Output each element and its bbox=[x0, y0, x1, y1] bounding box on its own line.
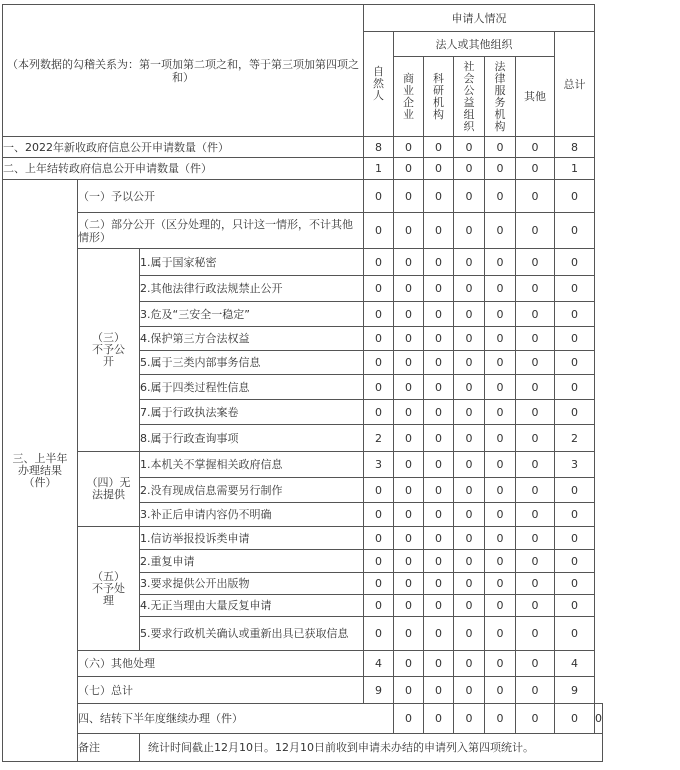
cell-value: 0 bbox=[364, 550, 394, 573]
cell-value: 0 bbox=[424, 478, 454, 503]
table-row bbox=[3, 704, 603, 734]
cell-value: 0 bbox=[454, 213, 485, 249]
applicant-status-header: 申请人情况 bbox=[364, 5, 595, 32]
cell-value: 0 bbox=[516, 137, 555, 158]
cell-value: 0 bbox=[394, 617, 424, 651]
table-row bbox=[3, 452, 603, 478]
cell-value: 0 bbox=[485, 617, 516, 651]
table-row bbox=[3, 249, 603, 276]
cell-value: 0 bbox=[424, 327, 454, 351]
not-processed-item: 3.要求提供公开出版物 bbox=[140, 573, 364, 595]
cell-value: 0 bbox=[394, 158, 424, 180]
results-total-label: （七）总计 bbox=[78, 677, 364, 704]
cell-value: 0 bbox=[555, 327, 595, 351]
not-processed-item: 2.重复申请 bbox=[140, 550, 364, 573]
cell-value: 0 bbox=[454, 302, 485, 327]
cell-value: 0 bbox=[555, 180, 595, 213]
cell-value: 0 bbox=[394, 249, 424, 276]
table-row bbox=[3, 651, 603, 677]
unable-item: 2.没有现成信息需要另行制作 bbox=[140, 478, 364, 503]
cell-value: 0 bbox=[454, 503, 485, 527]
cell-value: 2 bbox=[364, 425, 394, 452]
not-processed-item: 4.无正当理由大量反复申请 bbox=[140, 595, 364, 617]
cell-value: 0 bbox=[424, 573, 454, 595]
cell-value: 0 bbox=[454, 400, 485, 425]
cell-value: 0 bbox=[394, 400, 424, 425]
carry-next-label: 四、结转下半年度继续办理（件） bbox=[78, 704, 394, 734]
cell-value: 0 bbox=[364, 503, 394, 527]
cell-value: 0 bbox=[394, 425, 424, 452]
cell-value: 0 bbox=[555, 375, 595, 400]
not-processed-item: 5.要求行政机关确认或重新出具已获取信息 bbox=[140, 617, 364, 651]
cell-value: 0 bbox=[394, 276, 424, 302]
cell-value: 0 bbox=[364, 302, 394, 327]
cell-value: 0 bbox=[394, 573, 424, 595]
unable-item: 3.补正后申请内容仍不明确 bbox=[140, 503, 364, 527]
cell-value: 0 bbox=[394, 375, 424, 400]
cell-value: 0 bbox=[555, 527, 595, 550]
cell-value: 0 bbox=[555, 400, 595, 425]
research-header: 科研机构 bbox=[424, 57, 454, 137]
cell-value: 0 bbox=[454, 550, 485, 573]
table-row bbox=[3, 677, 603, 704]
cell-value: 0 bbox=[485, 158, 516, 180]
cell-value: 0 bbox=[516, 617, 555, 651]
cell-value: 0 bbox=[454, 595, 485, 617]
cell-value: 9 bbox=[364, 677, 394, 704]
cell-value: 0 bbox=[516, 704, 555, 734]
cell-value: 0 bbox=[364, 400, 394, 425]
cell-value: 0 bbox=[454, 375, 485, 400]
cell-value: 0 bbox=[516, 276, 555, 302]
cell-value: 0 bbox=[364, 527, 394, 550]
table-row bbox=[3, 180, 603, 213]
cell-value: 0 bbox=[485, 137, 516, 158]
other-processing-label: （六）其他处理 bbox=[78, 651, 364, 677]
cell-value: 0 bbox=[394, 351, 424, 375]
cell-value: 0 bbox=[454, 617, 485, 651]
cell-value: 0 bbox=[485, 478, 516, 503]
cell-value: 0 bbox=[424, 677, 454, 704]
remarks-text: 统计时间截止12月10日。12月10日前收到申请未办结的申请列入第四项统计。 bbox=[140, 734, 603, 762]
cell-value: 0 bbox=[555, 276, 595, 302]
cell-value: 8 bbox=[555, 137, 595, 158]
cell-value: 0 bbox=[364, 180, 394, 213]
grant-label: （一）予以公开 bbox=[78, 180, 364, 213]
cell-value: 0 bbox=[394, 478, 424, 503]
social-welfare-header: 社会公益组织 bbox=[454, 57, 485, 137]
cell-value: 0 bbox=[364, 276, 394, 302]
cell-value: 0 bbox=[516, 595, 555, 617]
carried-over-label: 二、上年结转政府信息公开申请数量（件） bbox=[3, 158, 364, 180]
cell-value: 0 bbox=[364, 351, 394, 375]
other-header: 其他 bbox=[516, 57, 555, 137]
cell-value: 0 bbox=[424, 180, 454, 213]
cell-value: 0 bbox=[454, 137, 485, 158]
cell-value: 0 bbox=[516, 573, 555, 595]
cell-value: 0 bbox=[516, 327, 555, 351]
cell-value: 0 bbox=[394, 302, 424, 327]
cell-value: 0 bbox=[555, 351, 595, 375]
cell-value: 0 bbox=[555, 595, 595, 617]
cell-value: 0 bbox=[424, 651, 454, 677]
not-disclosed-item: 1.属于国家秘密 bbox=[140, 249, 364, 276]
cell-value: 0 bbox=[555, 617, 595, 651]
cell-value: 0 bbox=[424, 351, 454, 375]
new-requests-label: 一、2022年新收政府信息公开申请数量（件） bbox=[3, 137, 364, 158]
cell-value: 0 bbox=[485, 573, 516, 595]
cell-value: 0 bbox=[424, 302, 454, 327]
cell-value: 0 bbox=[364, 478, 394, 503]
unable-label: （四）无法提供 bbox=[78, 452, 140, 527]
cell-value: 0 bbox=[516, 375, 555, 400]
cell-value: 0 bbox=[485, 276, 516, 302]
cell-value: 0 bbox=[485, 249, 516, 276]
not-processed-label: （五）不予处理 bbox=[78, 527, 140, 651]
cell-value: 0 bbox=[516, 478, 555, 503]
not-disclosed-item: 8.属于行政查询事项 bbox=[140, 425, 364, 452]
cell-value: 0 bbox=[394, 327, 424, 351]
cell-value: 0 bbox=[516, 213, 555, 249]
cell-value: 0 bbox=[516, 351, 555, 375]
cell-value: 0 bbox=[516, 158, 555, 180]
cell-value: 0 bbox=[516, 651, 555, 677]
cell-value: 0 bbox=[516, 527, 555, 550]
cell-value: 3 bbox=[364, 452, 394, 478]
not-disclosed-label: （三）不予公开 bbox=[78, 249, 140, 452]
cell-value: 0 bbox=[394, 550, 424, 573]
cell-value: 0 bbox=[485, 651, 516, 677]
partial-label: （二）部分公开（区分处理的，只计这一情形，不计其他情形） bbox=[78, 213, 364, 249]
cell-value: 0 bbox=[516, 425, 555, 452]
header-note: （本列数据的勾稽关系为：第一项加第二项之和，等于第三项加第四项之和） bbox=[3, 5, 364, 137]
cell-value: 0 bbox=[516, 302, 555, 327]
cell-value: 0 bbox=[364, 375, 394, 400]
cell-value: 0 bbox=[485, 213, 516, 249]
cell-value: 9 bbox=[555, 677, 595, 704]
cell-value: 0 bbox=[485, 452, 516, 478]
cell-value: 0 bbox=[364, 213, 394, 249]
cell-value: 0 bbox=[485, 327, 516, 351]
cell-value: 4 bbox=[555, 651, 595, 677]
cell-value: 0 bbox=[424, 400, 454, 425]
cell-value: 0 bbox=[516, 180, 555, 213]
not-processed-item: 1.信访举报投诉类申请 bbox=[140, 527, 364, 550]
cell-value: 0 bbox=[394, 452, 424, 478]
cell-value: 0 bbox=[516, 249, 555, 276]
results-label: 三、上半年办理结果（件） bbox=[3, 180, 78, 762]
cell-value: 8 bbox=[364, 137, 394, 158]
cell-value: 0 bbox=[555, 478, 595, 503]
cell-value: 4 bbox=[364, 651, 394, 677]
cell-value: 0 bbox=[595, 704, 603, 734]
cell-value: 0 bbox=[454, 527, 485, 550]
cell-value: 0 bbox=[485, 400, 516, 425]
not-disclosed-item: 6.属于四类过程性信息 bbox=[140, 375, 364, 400]
cell-value: 0 bbox=[364, 573, 394, 595]
cell-value: 0 bbox=[424, 425, 454, 452]
cell-value: 0 bbox=[485, 425, 516, 452]
cell-value: 0 bbox=[454, 573, 485, 595]
cell-value: 0 bbox=[424, 249, 454, 276]
cell-value: 0 bbox=[424, 158, 454, 180]
cell-value: 0 bbox=[454, 478, 485, 503]
cell-value: 0 bbox=[454, 180, 485, 213]
cell-value: 0 bbox=[485, 503, 516, 527]
cell-value: 1 bbox=[555, 158, 595, 180]
cell-value: 0 bbox=[394, 180, 424, 213]
cell-value: 0 bbox=[424, 550, 454, 573]
cell-value: 0 bbox=[485, 180, 516, 213]
cell-value: 0 bbox=[555, 249, 595, 276]
cell-value: 2 bbox=[555, 425, 595, 452]
cell-value: 0 bbox=[485, 704, 516, 734]
cell-value: 0 bbox=[555, 213, 595, 249]
cell-value: 0 bbox=[424, 276, 454, 302]
cell-value: 0 bbox=[485, 595, 516, 617]
cell-value: 0 bbox=[485, 550, 516, 573]
cell-value: 0 bbox=[454, 704, 485, 734]
cell-value: 0 bbox=[394, 503, 424, 527]
cell-value: 0 bbox=[454, 677, 485, 704]
cell-value: 0 bbox=[555, 503, 595, 527]
legal-service-header: 法律服务机构 bbox=[485, 57, 516, 137]
cell-value: 0 bbox=[454, 425, 485, 452]
cell-value: 3 bbox=[555, 452, 595, 478]
total-header: 总计 bbox=[555, 32, 595, 137]
legal-person-group-header: 法人或其他组织 bbox=[394, 32, 555, 57]
cell-value: 0 bbox=[485, 302, 516, 327]
cell-value: 0 bbox=[424, 375, 454, 400]
cell-value: 0 bbox=[516, 677, 555, 704]
cell-value: 0 bbox=[394, 677, 424, 704]
cell-value: 0 bbox=[424, 137, 454, 158]
cell-value: 0 bbox=[424, 617, 454, 651]
cell-value: 0 bbox=[516, 400, 555, 425]
table-row bbox=[3, 158, 603, 180]
cell-value: 0 bbox=[424, 704, 454, 734]
cell-value: 0 bbox=[394, 527, 424, 550]
cell-value: 0 bbox=[555, 550, 595, 573]
cell-value: 1 bbox=[364, 158, 394, 180]
table-row bbox=[3, 137, 603, 158]
cell-value: 0 bbox=[394, 651, 424, 677]
remarks-label: 备注 bbox=[78, 734, 140, 762]
cell-value: 0 bbox=[424, 595, 454, 617]
cell-value: 0 bbox=[485, 527, 516, 550]
cell-value: 0 bbox=[424, 527, 454, 550]
cell-value: 0 bbox=[424, 213, 454, 249]
cell-value: 0 bbox=[516, 503, 555, 527]
cell-value: 0 bbox=[454, 351, 485, 375]
cell-value: 0 bbox=[364, 617, 394, 651]
not-disclosed-item: 2.其他法律行政法规禁止公开 bbox=[140, 276, 364, 302]
cell-value: 0 bbox=[555, 704, 595, 734]
cell-value: 0 bbox=[454, 452, 485, 478]
cell-value: 0 bbox=[454, 651, 485, 677]
cell-value: 0 bbox=[485, 351, 516, 375]
table-row bbox=[3, 527, 603, 550]
cell-value: 0 bbox=[516, 550, 555, 573]
not-disclosed-item: 4.保护第三方合法权益 bbox=[140, 327, 364, 351]
cell-value: 0 bbox=[516, 452, 555, 478]
cell-value: 0 bbox=[394, 137, 424, 158]
cell-value: 0 bbox=[394, 595, 424, 617]
cell-value: 0 bbox=[364, 327, 394, 351]
cell-value: 0 bbox=[454, 249, 485, 276]
cell-value: 0 bbox=[424, 452, 454, 478]
cell-value: 0 bbox=[485, 375, 516, 400]
cell-value: 0 bbox=[555, 302, 595, 327]
cell-value: 0 bbox=[394, 213, 424, 249]
table-row bbox=[3, 213, 603, 249]
not-disclosed-item: 5.属于三类内部事务信息 bbox=[140, 351, 364, 375]
remarks-row bbox=[3, 734, 603, 762]
cell-value: 0 bbox=[424, 503, 454, 527]
cell-value: 0 bbox=[454, 327, 485, 351]
disclosure-statistics-table bbox=[2, 4, 603, 762]
cell-value: 0 bbox=[364, 249, 394, 276]
cell-value: 0 bbox=[394, 704, 424, 734]
not-disclosed-item: 7.属于行政执法案卷 bbox=[140, 400, 364, 425]
commercial-header: 商业企业 bbox=[394, 57, 424, 137]
cell-value: 0 bbox=[364, 595, 394, 617]
not-disclosed-item: 3.危及“三安全一稳定” bbox=[140, 302, 364, 327]
unable-item: 1.本机关不掌握相关政府信息 bbox=[140, 452, 364, 478]
natural-person-header: 自然人 bbox=[364, 32, 394, 137]
cell-value: 0 bbox=[485, 677, 516, 704]
cell-value: 0 bbox=[454, 158, 485, 180]
cell-value: 0 bbox=[454, 276, 485, 302]
cell-value: 0 bbox=[555, 573, 595, 595]
